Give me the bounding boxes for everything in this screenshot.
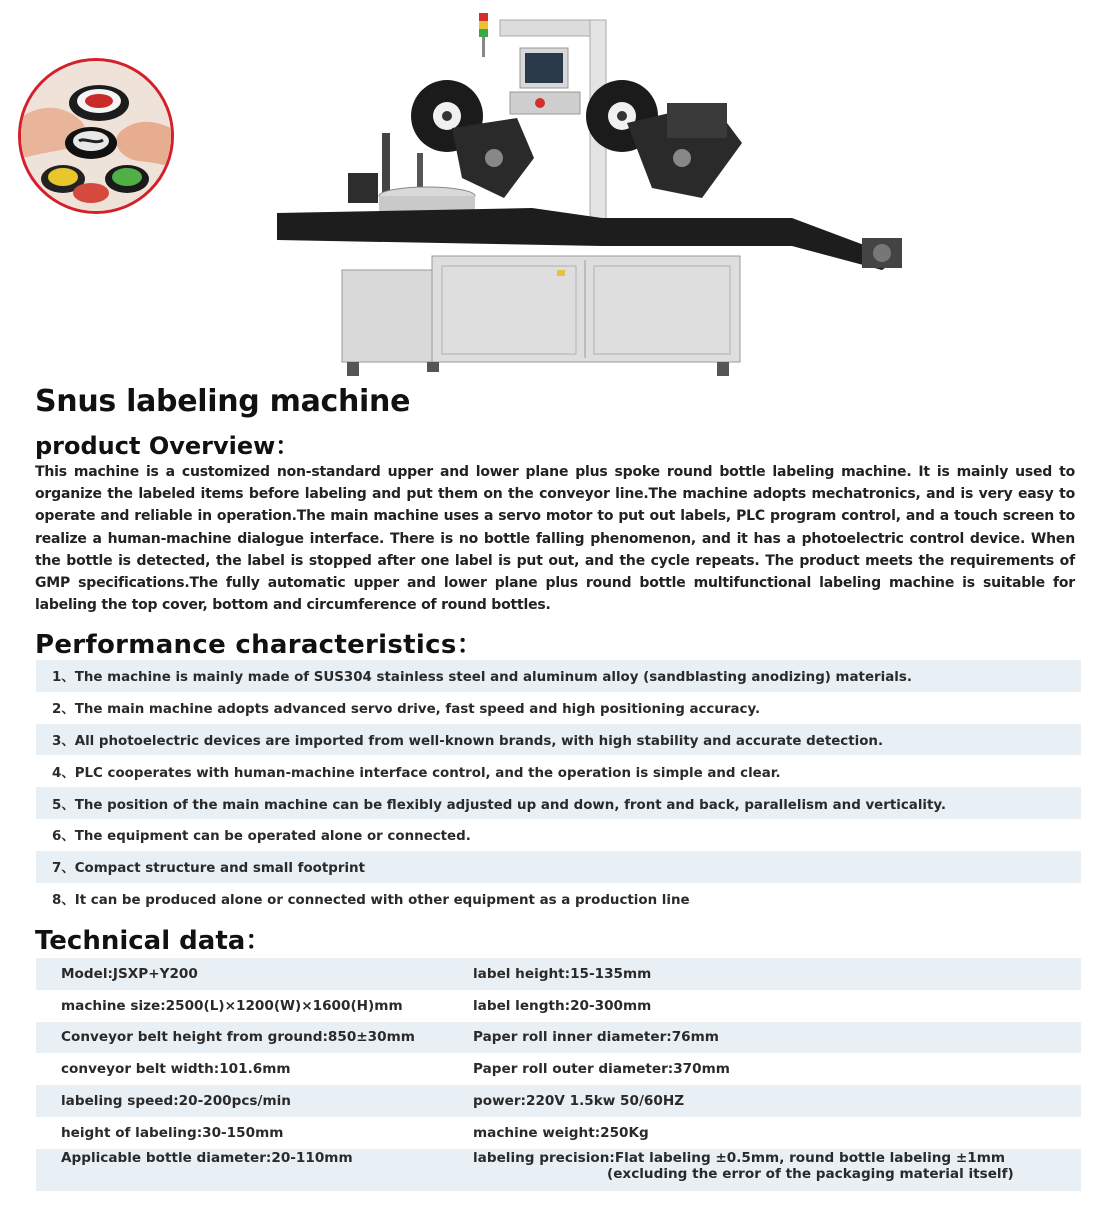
spec-conveyor-height: Conveyor belt height from ground:850±30mm	[61, 1029, 415, 1046]
table-row	[36, 1149, 1081, 1191]
spec-labeling-height: height of labeling:30-150mm	[61, 1124, 284, 1141]
spec-labeling-speed: labeling speed:20-200pcs/min	[61, 1093, 291, 1110]
spec-conveyor-width: conveyor belt width:101.6mm	[61, 1061, 291, 1078]
spec-labeling-precision	[473, 1149, 1081, 1182]
snus-tins-photo	[18, 58, 174, 214]
performance-item: 7、Compact structure and small footprint	[36, 851, 1081, 883]
performance-item: 6、The equipment can be operated alone or connected.	[36, 819, 1081, 851]
table-row	[36, 990, 1081, 1022]
spec-power: power:220V 1.5kw 50/60HZ	[473, 1093, 685, 1110]
spec-bottle-diameter: Applicable bottle diameter:20-110mm	[61, 1149, 353, 1166]
performance-item: 1、The machine is mainly made of SUS304 stainless steel and aluminum alloy (sandblasting anodizing) materials.	[36, 660, 1081, 692]
overview-text: This machine is a customized non-standard upper and lower plane plus spoke round bottle labeling machine. It is mainly used to organize the labeled items before labeling and put them on the conveyor line.The machine adopts mechatronics, and is very easy to operate and reliable in operation.The main machine uses a servo motor to put out labels, PLC program control, and a touch screen to realize a human-machine dialogue interface. There is no bottle falling phenomenon, and it has a photoelectric control device. When the bottle is detected, the label is stopped after one label is put out, and the cycle repeats. The product meets the requirements of GMP specifications.The fully automatic upper and lower plane plus round bottle multifunctional labeling machine is suitable for labeling the top cover, bottom and circumference of round bottles.	[35, 464, 1075, 614]
table-row	[36, 1085, 1081, 1117]
spec-label-length: label length:20-300mm	[473, 997, 652, 1014]
spec-model: Model:JSXP+Y200	[61, 965, 198, 982]
hero-section	[0, 0, 1111, 385]
spec-machine-size: machine size:2500(L)×1200(W)×1600(H)mm	[61, 997, 403, 1014]
spec-roll-inner-diameter: Paper roll inner diameter:76mm	[473, 1029, 719, 1046]
spec-roll-outer-diameter: Paper roll outer diameter:370mm	[473, 1061, 730, 1078]
performance-item: 4、PLC cooperates with human-machine interface control, and the operation is simple and clear.	[36, 755, 1081, 787]
spec-machine-weight: machine weight:250Kg	[473, 1124, 649, 1141]
overview-heading: product Overview：	[35, 432, 300, 460]
performance-heading: Performance characteristics：	[35, 630, 483, 660]
precision-note: (excluding the error of the packaging material itself)	[607, 1165, 1014, 1182]
technical-heading: Technical data：	[35, 926, 272, 956]
performance-item: 2、The main machine adopts advanced servo drive, fast speed and high positioning accuracy.	[36, 692, 1081, 724]
spec-label-height: label height:15-135mm	[473, 965, 652, 982]
performance-item: 5、The position of the main machine can be flexibly adjusted up and down, front and back, parallelism and verticality.	[36, 787, 1081, 819]
performance-item: 3、All photoelectric devices are imported from well-known brands, with high stability and accurate detection.	[36, 724, 1081, 756]
performance-item: 8、It can be produced alone or connected with other equipment as a production line	[36, 883, 1081, 915]
table-row	[36, 958, 1081, 990]
page-title: Snus labeling machine	[35, 384, 411, 419]
technical-table	[36, 958, 1081, 1191]
table-row	[36, 1022, 1081, 1054]
table-row	[36, 1053, 1081, 1085]
table-row	[36, 1117, 1081, 1149]
precision-line: labeling precision:Flat labeling ±0.5mm, round bottle labeling ±1mm	[473, 1149, 1006, 1166]
labeling-machine-illustration	[272, 8, 912, 383]
performance-list	[36, 660, 1081, 914]
